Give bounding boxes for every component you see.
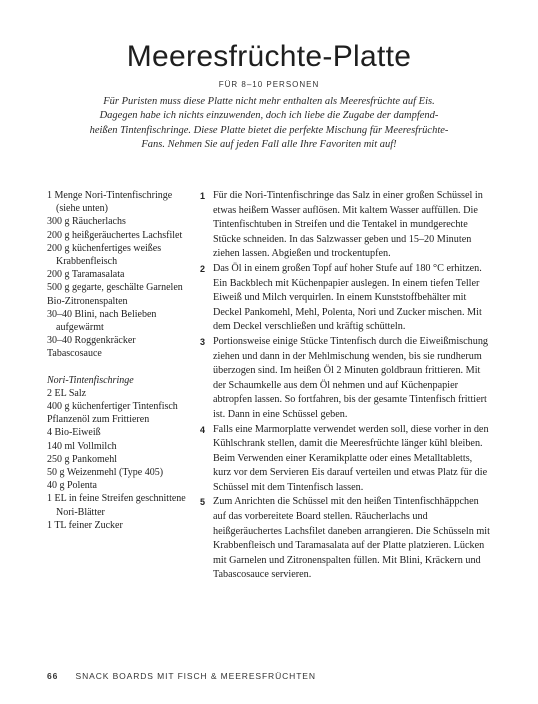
ingredient-item: 250 g Pankomehl bbox=[47, 453, 117, 465]
ingredient-item: 1 TL feiner Zucker bbox=[47, 519, 123, 531]
ingredient-item: 40 g Polenta bbox=[47, 480, 97, 492]
ingredient-item: 300 g Räucherlachs bbox=[47, 216, 126, 228]
method-step bbox=[200, 423, 490, 496]
step-text: Das Öl in einem großen Topf auf hoher Stufe auf 180 °C erhitzen. Ein Backblech mit Küchenpapier auslegen. In einem tiefen Teller Eiweiß und Milch verquirlen. In einem Kunststoffbehälter mit Deckel Pankomehl, Mehl, Polenta, Nori und Zucker mischen. Mit dem Deckel verschließen und kräftig schütteln. bbox=[213, 262, 482, 333]
ingredient-item: 200 g heißgeräuchertes Lachsfilet bbox=[47, 229, 183, 241]
ingredient-item: Pflanzenöl zum Frittieren bbox=[47, 414, 150, 426]
page-number: 66 bbox=[47, 671, 59, 681]
page-footer bbox=[47, 671, 316, 681]
ingredient-item: 4 Bio-Eiweiß bbox=[47, 427, 101, 439]
method-steps bbox=[200, 189, 490, 583]
subrecipe-ingredient-list bbox=[47, 387, 192, 532]
ingredient-item: 500 g gegarte, geschälte Garnelen bbox=[47, 282, 183, 294]
ingredient-item: 1 Menge Nori-Tintenfischringe (siehe unten) bbox=[47, 190, 173, 215]
ingredients-column bbox=[47, 189, 192, 532]
step-text: Zum Anrichten die Schüssel mit den heißen Tintenfischhäppchen auf das vorbereitete Board stellen. Räucherlachs und heißgeräuchertes Lachsfilet daneben arrangieren. Die Schüsseln mit Krabbenfleisch und Taramasalata auf der Platte platzieren. Lücken mit Garnelen und Zitronenspalten füllen. Mit Blini, Kräckern und Tabascosauce servieren. bbox=[213, 496, 490, 581]
ingredient-item: 1 EL in feine Streifen geschnittene Nori-Blätter bbox=[47, 493, 186, 518]
ingredient-item: 50 g Weizenmehl (Type 405) bbox=[47, 467, 164, 479]
step-text: Portionsweise einige Stücke Tintenfisch durch die Eiweißmischung ziehen und dann in der Mehlmischung wenden, bis sie rundherum überzogen sind. Im heißen Öl 2 Minuten goldbraun frittieren. Mit der Schaumkelle aus dem Öl nehmen und auf Küchenpapier abtropfen lassen. So fortfahren, bis der gesamte Tintenfisch frittiert ist. Dann in eine Schüssel geben. bbox=[213, 335, 489, 420]
recipe-intro: Für Puristen muss diese Platte nicht mehr enthalten als Meeresfrüchte auf Eis. Dagegen habe ich nichts einzuwenden, doch ich liebe die Zugabe der dampfend-heißen Tintenfischringe. Diese Platte bietet die perfekte Mischung für Meeresfrüchte-Fans. Nehmen Sie auf jeden Fall alle Ihre Favoriten mit auf! bbox=[89, 96, 449, 151]
ingredient-item: 140 ml Vollmilch bbox=[47, 440, 117, 452]
step-number: 5 bbox=[200, 497, 206, 508]
subrecipe-heading: Nori-Tintenfischringe bbox=[47, 374, 134, 386]
ingredient-item: 30–40 Blini, nach Belieben aufgewärmt bbox=[47, 308, 157, 334]
ingredient-item: 2 EL Salz bbox=[47, 387, 87, 399]
ingredient-item: 400 g küchenfertiger Tintenfisch bbox=[47, 401, 178, 413]
ingredient-item: Tabascosauce bbox=[47, 348, 102, 360]
method-step bbox=[200, 335, 490, 423]
method-step bbox=[200, 189, 490, 262]
step-number: 1 bbox=[200, 191, 206, 201]
ingredient-list bbox=[47, 189, 192, 361]
step-text: Für die Nori-Tintenfischringe das Salz in einer großen Schüssel in etwas heißem Wasser auflösen. Mit kaltem Wasser auffüllen. Die Tintenfischtuben in Streifen und die Tentakel in mundgerechte Stücke schneiden. In das Salzwasser geben und 15–20 Minuten ziehen lassen. Abgießen und trockentupfen. bbox=[213, 190, 483, 260]
recipe-title: Meeresfrüchte-Platte bbox=[126, 40, 412, 73]
step-number: 3 bbox=[200, 336, 206, 347]
servings-label: FÜR 8–10 PERSONEN bbox=[218, 80, 320, 89]
ingredient-item: Bio-Zitronenspalten bbox=[47, 295, 128, 307]
method-step bbox=[200, 495, 490, 583]
ingredient-item: 200 g küchenfertiges weißes Krabbenfleisch bbox=[47, 242, 162, 268]
section-title: SNACK BOARDS MIT FISCH & MEERESFRÜCHTEN bbox=[75, 671, 316, 681]
step-number: 4 bbox=[200, 424, 206, 435]
method-step bbox=[200, 262, 490, 335]
ingredient-item: 200 g Taramasalata bbox=[47, 269, 125, 281]
step-text: Falls eine Marmorplatte verwendet werden soll, diese vorher in den Kühlschrank stellen, damit die Meeresfrüchte länger kühl bleiben. Beim Verwenden einer Keramikplatte oder eines Metalltabletts, kurz vor dem Servieren Eis darauf verteilen und etwas Platz für die Schüssel mit dem Tintenfisch lassen. bbox=[213, 423, 489, 493]
step-number: 2 bbox=[200, 263, 206, 274]
ingredient-item: 30–40 Roggenkräcker bbox=[47, 335, 136, 347]
